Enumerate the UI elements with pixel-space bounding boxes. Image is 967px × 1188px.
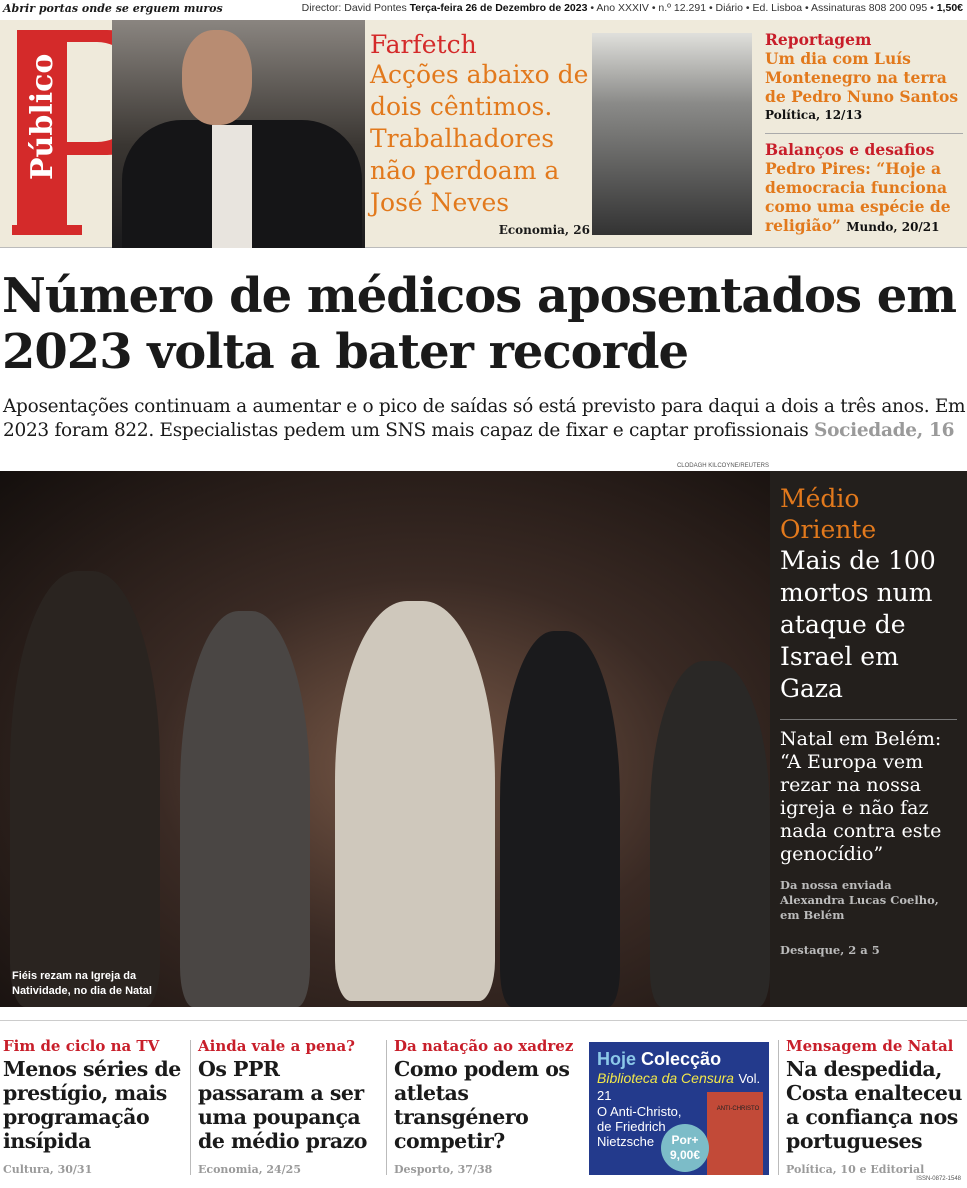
ad-author: Nietzsche	[597, 1134, 655, 1149]
story-section: Desporto, 37/38	[394, 1163, 493, 1176]
photo-caption	[12, 969, 152, 999]
photo-credit: CLODAGH KILCOYNE/REUTERS	[676, 463, 769, 469]
divider	[778, 1040, 779, 1175]
ad-series: Biblioteca da Censura	[597, 1070, 734, 1086]
director: Director: David Pontes	[301, 2, 407, 14]
teaser-balancos[interactable]	[765, 140, 963, 237]
byline-line: Alexandra Lucas Coelho,	[780, 893, 939, 907]
story-kicker: Ainda vale a pena?	[198, 1037, 355, 1055]
ad-hoje: Hoje	[597, 1049, 637, 1069]
lead-photo	[112, 20, 365, 248]
teaser-kicker: Reportagem	[765, 30, 872, 49]
subhead-section: Sociedade, 16	[814, 420, 955, 441]
ad-author: de Friedrich	[597, 1119, 666, 1134]
tagline: Abrir portas onde se erguem muros	[3, 2, 223, 15]
lead-kicker: Farfetch	[370, 30, 477, 59]
teaser-headline: Pedro Pires: “Hoje a democracia funciona como uma espécie de religião”	[765, 159, 951, 235]
price-value: 9,00€	[669, 1148, 701, 1162]
story-kicker: Mensagem de Natal	[786, 1037, 954, 1055]
collection-ad[interactable]	[589, 1042, 769, 1175]
story-headline: Menos séries de prestígio, mais programação insípida	[3, 1057, 181, 1153]
side-headline: Mais de 100 mortos num ataque de Israel em Gaza	[780, 546, 936, 703]
caption-line: Fiéis rezam na Igreja da	[12, 970, 137, 982]
edition-info	[302, 2, 963, 14]
bottom-story-ppr[interactable]	[198, 1037, 378, 1176]
side-section: Destaque, 2 a 5	[780, 943, 880, 957]
teaser-reportagem[interactable]	[765, 30, 963, 125]
lead-section: Economia, 26	[498, 223, 590, 237]
subhead-text: Aposentações continuam a aumentar e o pico de saídas só está previsto para daqui a dois a três anos. Em 2023 foram 822. Especialistas pedem um SNS mais capaz de fixar e captar profissionais	[3, 396, 966, 441]
right-teasers	[765, 30, 963, 237]
story-headline: Na despedida, Costa enalteceu a confiança nos portugueses	[786, 1057, 962, 1153]
side-headline2: Natal em Belém: “A Europa vem rezar na nossa igreja e não faz nada contra este genocídio”	[780, 728, 942, 865]
divider	[386, 1040, 387, 1175]
ad-title: O Anti-Christo,	[597, 1104, 682, 1119]
masthead	[0, 20, 967, 248]
montenegro-photo	[592, 33, 752, 235]
price-badge	[661, 1124, 709, 1172]
lead-story[interactable]	[370, 30, 590, 237]
caption-line: Natividade, no dia de Natal	[12, 985, 152, 997]
date: Terça-feira 26 de Dezembro de 2023	[409, 2, 588, 14]
teaser-section: Mundo, 20/21	[846, 220, 940, 234]
ad-colleccao: Colecção	[641, 1049, 722, 1069]
teaser-section: Política, 12/13	[765, 108, 863, 122]
top-bar	[0, 0, 967, 18]
story-section: Cultura, 30/31	[3, 1163, 93, 1176]
issn: ISSN-0872-1548	[916, 1176, 961, 1182]
ad-volume: Vol. 21	[597, 1071, 761, 1103]
lead-headline: Acções abaixo de dois cêntimos. Trabalhadores não perdoam a José Neves	[370, 60, 589, 217]
divider	[780, 719, 957, 720]
side-kicker: Médio Oriente	[780, 484, 877, 544]
story-section: Economia, 24/25	[198, 1163, 301, 1176]
divider	[190, 1040, 191, 1175]
story-headline: Os PPR passaram a ser uma poupança de médio prazo	[198, 1057, 367, 1153]
book-cover	[707, 1092, 763, 1175]
teaser-kicker: Balanços e desafios	[765, 140, 935, 159]
main-photo	[0, 471, 770, 1007]
price-label: Por+	[671, 1133, 699, 1147]
svg-text:Público: Público	[25, 53, 60, 180]
byline-line: em Belém	[780, 908, 845, 922]
story-section: Política, 10 e Editorial	[786, 1163, 925, 1176]
story-kicker: Fim de ciclo na TV	[3, 1037, 160, 1055]
price: 1,50€	[936, 2, 963, 14]
teaser-headline: Um dia com Luís Montenegro na terra de Pedro Nuno Santos	[765, 49, 959, 106]
divider	[0, 1020, 967, 1021]
bottom-story-tv[interactable]	[3, 1037, 183, 1176]
main-headline[interactable]: Número de médicos aposentados em 2023 volta a bater recorde	[2, 268, 957, 380]
byline-line: Da nossa enviada	[780, 878, 892, 892]
side-story[interactable]	[770, 471, 967, 1007]
story-headline: Como podem os atletas transgénero competir?	[394, 1057, 570, 1153]
story-kicker: Da natação ao xadrez	[394, 1037, 574, 1055]
bottom-story-natal[interactable]	[786, 1037, 966, 1176]
main-subhead	[3, 395, 967, 443]
book-title: ANTI-CHRISTO	[716, 1106, 760, 1112]
byline	[780, 878, 957, 923]
bottom-story-desporto[interactable]	[394, 1037, 574, 1176]
details: • Ano XXXIV • n.º 12.291 • Diário • Ed. Lisboa • Assinaturas 808 200 095 •	[590, 2, 934, 14]
